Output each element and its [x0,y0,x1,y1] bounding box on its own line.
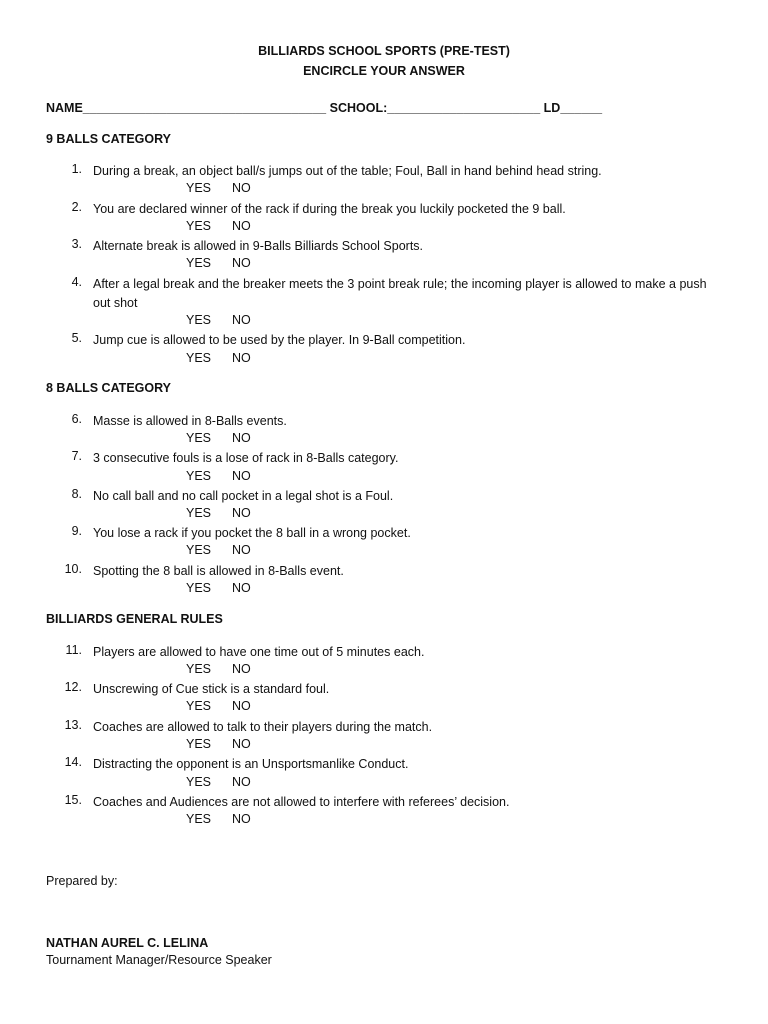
question-number: 6. [71,412,82,426]
yes-option[interactable]: YES [186,351,212,365]
name-field[interactable]: NAME___________________________________ [46,101,327,115]
yes-option[interactable]: YES [186,775,212,789]
answer-options [186,581,251,595]
answer-options [186,699,251,713]
question-number: 11. [65,643,82,657]
answer-options [186,662,251,676]
no-option[interactable]: NO [232,775,251,789]
no-option[interactable]: NO [232,219,251,233]
question-number: 14. [64,755,82,769]
yes-option[interactable]: YES [186,812,212,826]
answer-options [186,313,251,327]
no-option[interactable]: NO [232,431,251,445]
school-field[interactable]: SCHOOL:______________________ [329,101,541,115]
no-option[interactable]: NO [232,737,251,751]
question-text: Masse is allowed in 8-Balls events. [93,414,287,428]
preparer-name: NATHAN AUREL C. LELINA [46,936,209,950]
yes-option[interactable]: YES [186,543,212,557]
yes-option[interactable]: YES [186,699,212,713]
answer-options [186,219,251,233]
question-number: 8. [71,487,82,501]
page-title: BILLIARDS SCHOOL SPORTS (PRE-TEST) [258,44,510,58]
yes-option[interactable]: YES [186,256,212,270]
question-number: 4. [71,275,82,289]
yes-option[interactable]: YES [186,662,212,676]
question-text: Alternate break is allowed in 9-Balls Billiards School Sports. [93,239,424,253]
yes-option[interactable]: YES [186,313,212,327]
yes-option[interactable]: YES [186,737,212,751]
question-text: Jump cue is allowed to be used by the player. In 9-Ball competition. [93,333,466,347]
question-text: Unscrewing of Cue stick is a standard foul. [93,682,330,696]
answer-options [186,181,251,195]
question-text: Spotting the 8 ball is allowed in 8-Balls event. [93,564,344,578]
no-option[interactable]: NO [232,313,251,327]
question-number: 2. [71,200,82,214]
student-fields [46,101,602,115]
yes-option[interactable]: YES [186,506,212,520]
yes-option[interactable]: YES [186,581,212,595]
answer-options [186,351,251,365]
no-option[interactable]: NO [232,812,251,826]
section-title: BILLIARDS GENERAL RULES [46,612,223,626]
question-text: Players are allowed to have one time out of 5 minutes each. [93,645,425,659]
question-text: You are declared winner of the rack if during the break you luckily pocketed the 9 ball. [93,202,566,216]
no-option[interactable]: NO [232,581,251,595]
prepared-by-label: Prepared by: [46,874,118,888]
no-option[interactable]: NO [232,469,251,483]
question-text: Distracting the opponent is an Unsportsmanlike Conduct. [93,757,409,771]
yes-option[interactable]: YES [186,469,212,483]
question-text: During a break, an object ball/s jumps out of the table; Foul, Ball in hand behind head string. [93,164,602,178]
question-number: 9. [71,524,82,538]
answer-options [186,506,251,520]
answer-options [186,812,251,826]
no-option[interactable]: NO [232,699,251,713]
question-number: 15. [64,793,82,807]
answer-options [186,737,251,751]
question-number: 3. [71,237,82,251]
question-number: 1. [71,162,82,176]
question-number: 13. [64,718,82,732]
question-text: 3 consecutive fouls is a lose of rack in 8-Balls category. [93,451,399,465]
answer-options [186,775,251,789]
ld-field[interactable]: LD______ [543,101,603,115]
no-option[interactable]: NO [232,543,251,557]
yes-option[interactable]: YES [186,181,212,195]
question-text: Coaches are allowed to talk to their players during the match. [93,720,433,734]
question-text: After a legal break and the breaker meets the 3 point break rule; the incoming player is allowed to make a push out shot [93,277,707,310]
question-number: 12. [64,680,82,694]
no-option[interactable]: NO [232,181,251,195]
no-option[interactable]: NO [232,506,251,520]
no-option[interactable]: NO [232,351,251,365]
section-title: 9 BALLS CATEGORY [46,132,172,146]
answer-options [186,431,251,445]
question-text: No call ball and no call pocket in a legal shot is a Foul. [93,489,394,503]
no-option[interactable]: NO [232,662,251,676]
no-option[interactable]: NO [232,256,251,270]
question-number: 5. [71,331,82,345]
answer-options [186,256,251,270]
preparer-role: Tournament Manager/Resource Speaker [46,953,272,967]
section-title: 8 BALLS CATEGORY [46,381,172,395]
page-subtitle: ENCIRCLE YOUR ANSWER [303,64,465,78]
question-number: 10. [64,562,82,576]
yes-option[interactable]: YES [186,431,212,445]
question-number: 7. [71,449,82,463]
question-text: Coaches and Audiences are not allowed to interfere with referees’ decision. [93,795,510,809]
answer-options [186,543,251,557]
answer-options [186,469,251,483]
question-text: You lose a rack if you pocket the 8 ball in a wrong pocket. [93,526,411,540]
yes-option[interactable]: YES [186,219,212,233]
